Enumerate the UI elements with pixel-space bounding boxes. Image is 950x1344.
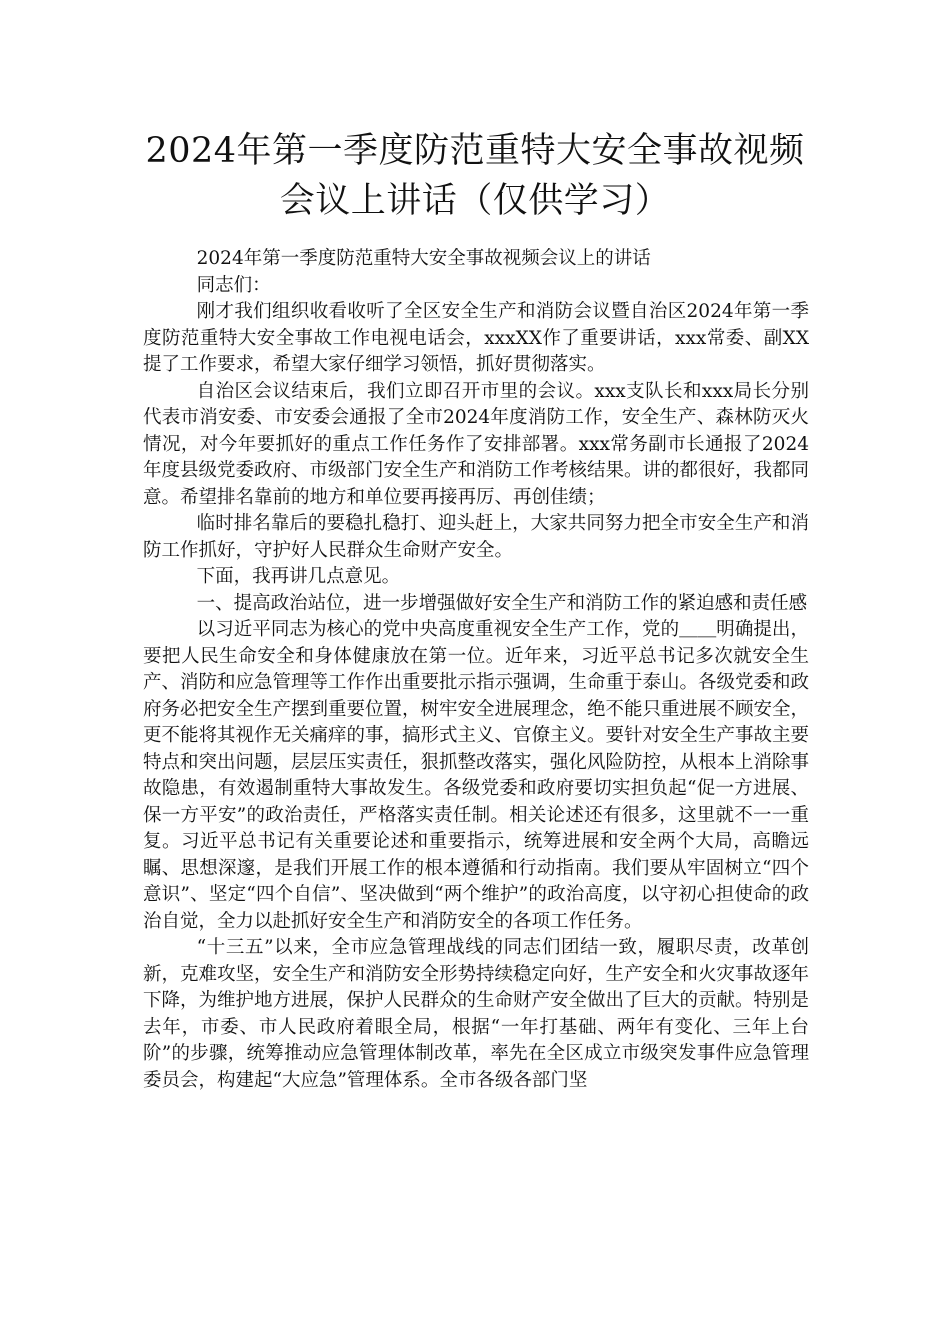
paragraph: 自治区会议结束后，我们立即召开市里的会议。xxx支队长和xxx局长分别代表市消安委、市安委会通报了全市2024年度消防工作，安全生产、森林防灭火情况，对今年要抓好的重点工作任务作了安排部署。xxx常务副市长通报了2024年度县级党委政府、市级部门安全生产和消防工作考核结果。讲的都很好，我都同意。希望排名靠前的地方和单位要再接再厉、再创佳绩； xyxy=(143,380,810,508)
title-line-2: 会议上讲话（仅供学习） xyxy=(279,181,671,221)
section-heading: 一、提高政治站位，进一步增强做好安全生产和消防工作的紧迫感和责任感 xyxy=(196,592,808,614)
speech-heading: 2024年第一季度防范重特大安全事故视频会议上的讲话 xyxy=(196,248,651,269)
title-line-1: 2024年第一季度防范重特大安全事故视频 xyxy=(145,131,805,171)
paragraph: 刚才我们组织收看收听了全区安全生产和消防会议暨自治区2024年第一季度防范重特大安全事故工作电视电话会，xxxXX作了重要讲话，xxx常委、副XX提了工作要求，希望大家仔细学习领悟，抓好贯彻落实。 xyxy=(143,301,809,375)
paragraph: 以习近平同志为核心的党中央高度重视安全生产工作，党的＿＿明确提出，要把人民生命安全和身体健康放在第一位。近年来，习近平总书记多次就安全生产、消防和应急管理等工作作出重要批示指示强调，生命重于泰山。各级党委和政府务必把安全生产摆到重要位置，树牢安全进展理念，绝不能只重进展不顾安全，更不能将其视作无关痛痒的事，搞形式主义、官僚主义。要针对安全生产事故主要特点和突出问题，层层压实责任，狠抓整改落实，强化风险防控，从根本上消除事故隐患，有效遏制重特大事故发生。各级党委和政府要切实担负起“促一方进展、保一方平安”的政治责任，严格落实责任制。相关论述还有很多，这里就不一一重复。习近平总书记有关重要论述和重要指示，统筹进展和安全两个大局，高瞻远瞩、思想深邃，是我们开展工作的根本遵循和行动指南。我们要从牢固树立“四个意识”、坚定“四个自信”、坚决做到“两个维护”的政治高度，以守初心担使命的政治自觉，全力以赴抓好安全生产和消防安全的各项工作任务。 xyxy=(143,619,810,932)
document-title xyxy=(120,126,830,226)
paragraph: “十三五”以来，全市应急管理战线的同志们团结一致，履职尽责，改革创新，克难攻坚，安全生产和消防安全形势持续稳定向好，生产安全和火灾事故逐年下降，为维护地方进展，保护人民群众的生命财产安全做出了巨大的贡献。特别是去年，市委、市人民政府着眼全局，根据“一年打基础、两年有变化、三年上台阶”的步骤，统筹推动应急管理体制改革，率先在全区成立市级突发事件应急管理委员会，构建起“大应急”管理体系。全市各级各部门坚 xyxy=(143,937,810,1091)
paragraph: 临时排名靠后的要稳扎稳打、迎头赶上，大家共同努力把全市安全生产和消防工作抓好，守护好人民群众生命财产安全。 xyxy=(143,513,809,561)
salutation: 同志们： xyxy=(196,274,271,296)
paragraph: 下面，我再讲几点意见。 xyxy=(196,566,401,587)
document-body xyxy=(143,246,809,1094)
